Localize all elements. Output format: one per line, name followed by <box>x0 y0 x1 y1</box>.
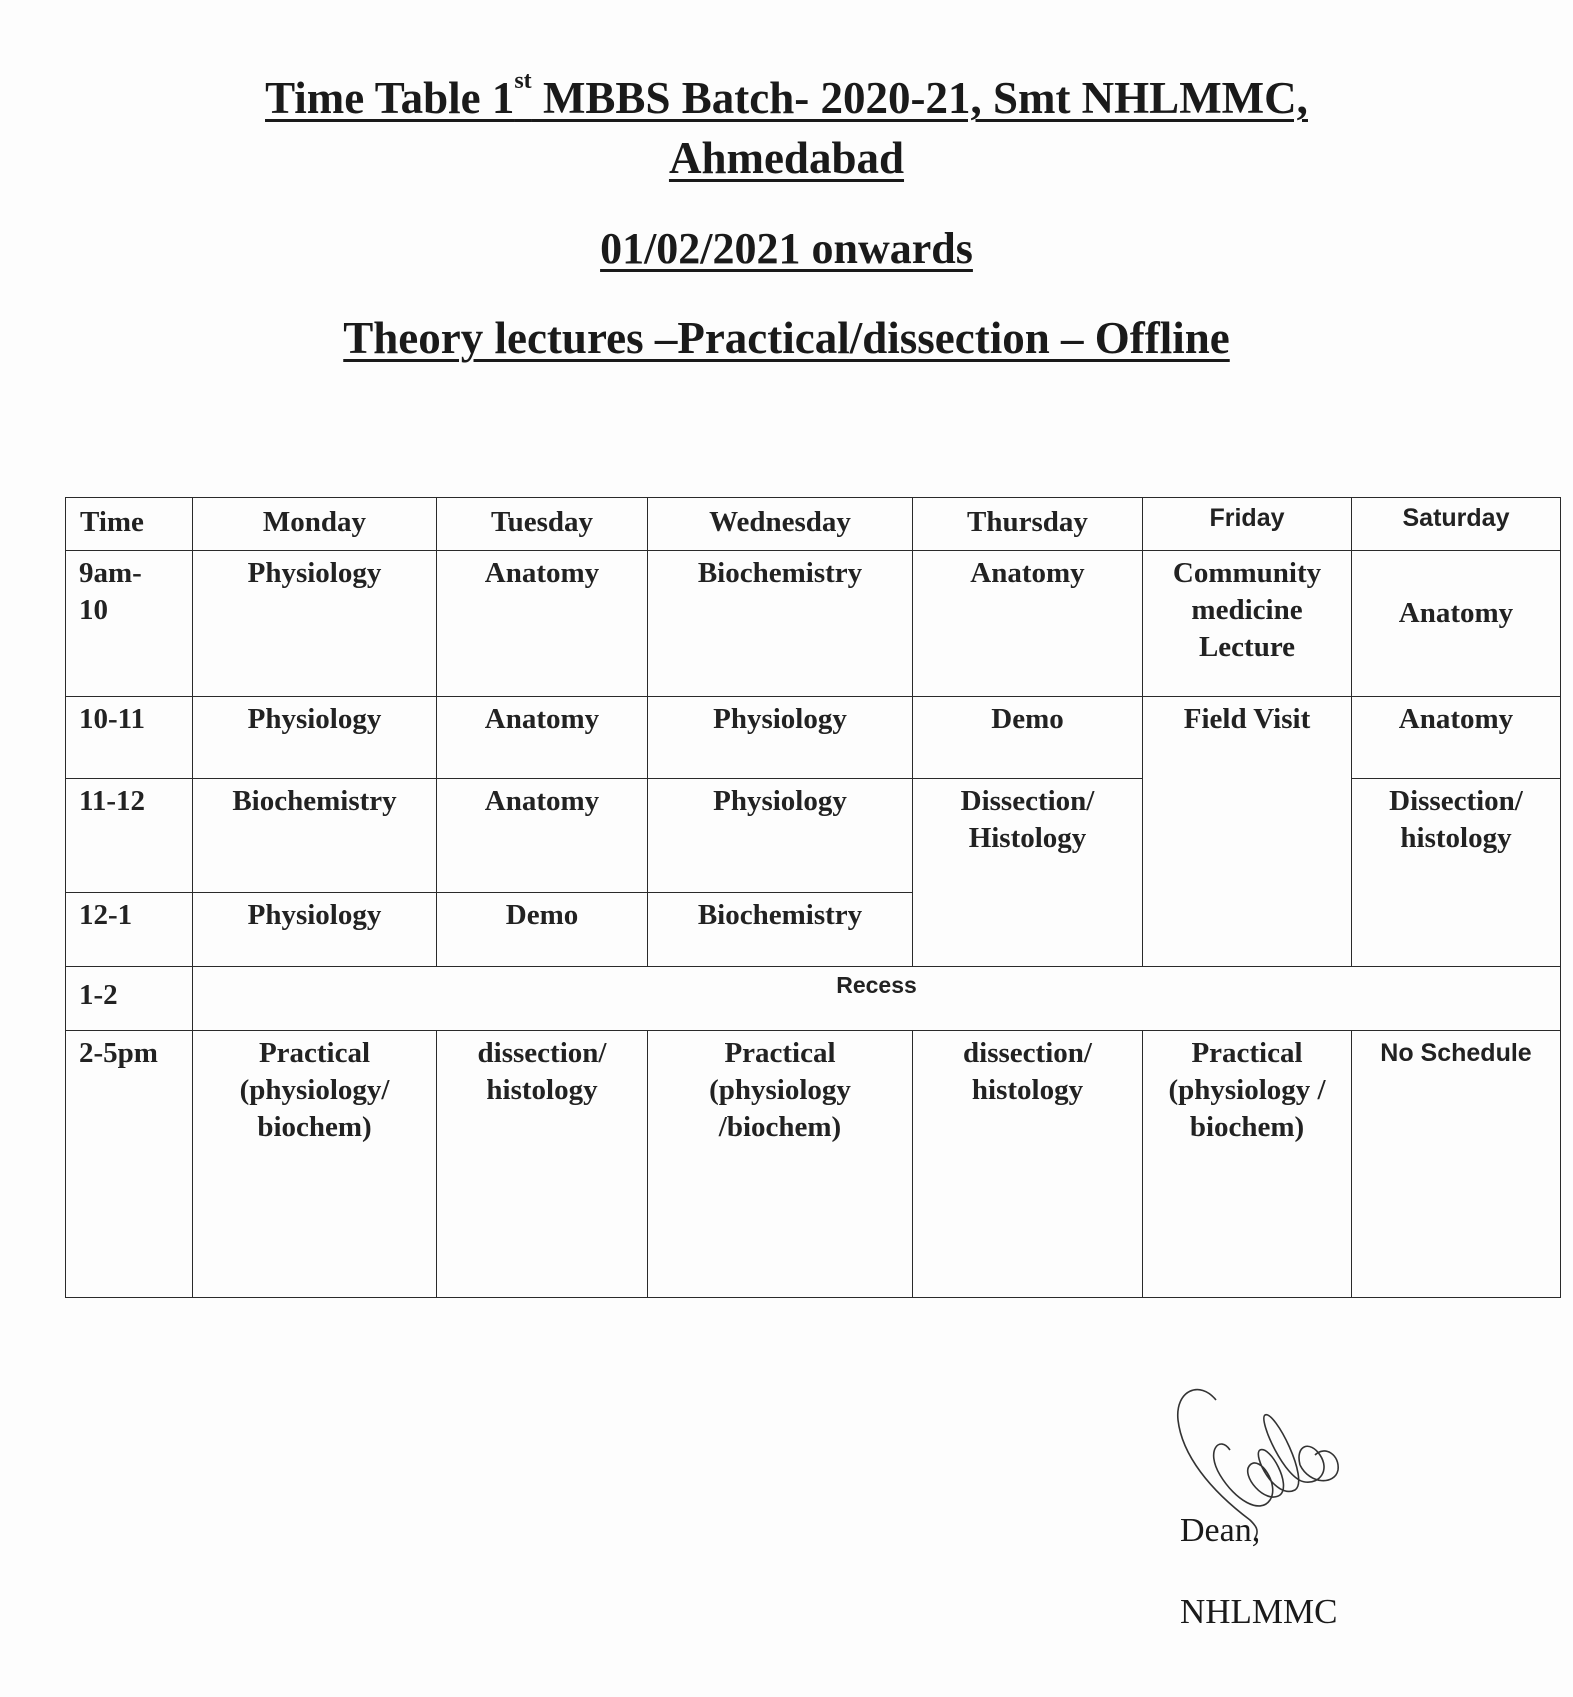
table-cell: dissection/ histology <box>963 1037 1092 1106</box>
table-cell: Anatomy <box>484 785 600 817</box>
table-cell: dissection/ histology <box>477 1037 607 1106</box>
table-cell: Demo <box>505 899 579 931</box>
time-slot: 11-12 <box>66 779 193 893</box>
table-cell: Anatomy <box>484 703 600 735</box>
column-header-time: Time <box>66 498 193 551</box>
table-row <box>66 697 1561 779</box>
schedule-mode-text: Theory lectures –Practical/dissection – Offline <box>343 313 1230 363</box>
schedule-mode <box>0 312 1573 364</box>
table-cell: Community medicine Lecture <box>1172 557 1322 663</box>
title-text-rest: MBBS Batch- 2020-21, Smt NHLMMC, <box>531 73 1308 123</box>
table-cell: No Schedule <box>1380 1039 1532 1067</box>
recess-label: Recess <box>193 967 1561 1031</box>
column-header-monday: Monday <box>193 498 437 551</box>
table-cell: Dissection/ histology <box>1389 785 1523 854</box>
column-header-friday: Friday <box>1143 498 1352 551</box>
column-header-wednesday: Wednesday <box>648 498 913 551</box>
signatory-designation: Dean, <box>1180 1512 1261 1549</box>
table-row <box>66 551 1561 697</box>
signatory-institution: NHLMMC <box>1180 1592 1338 1631</box>
effective-date <box>0 223 1573 274</box>
city-text: Ahmedabad <box>668 133 905 183</box>
document-city <box>0 132 1573 184</box>
time-slot: 10-11 <box>66 697 193 779</box>
table-cell: Biochemistry <box>232 785 397 817</box>
time-slot: 1-2 <box>66 967 193 1031</box>
table-cell: Anatomy <box>1398 597 1514 629</box>
table-cell: Practical (physiology/ biochem) <box>239 1037 390 1143</box>
table-cell: Physiology <box>713 785 847 817</box>
column-header-saturday: Saturday <box>1352 498 1561 551</box>
table-row-recess <box>66 967 1561 1031</box>
column-header-thursday: Thursday <box>913 498 1143 551</box>
table-cell: Dissection/ Histology <box>960 785 1095 854</box>
time-slot: 9am- 10 <box>66 551 193 697</box>
table-cell: Demo <box>991 703 1064 735</box>
header-row <box>66 498 1561 551</box>
table-cell: Physiology <box>713 703 847 735</box>
time-slot: 2-5pm <box>66 1031 193 1298</box>
title-text: Time Table 1 <box>265 73 515 123</box>
table-row <box>66 1031 1561 1298</box>
title-superscript: st <box>514 68 532 94</box>
table-cell: Biochemistry <box>697 899 863 931</box>
table-cell: Physiology <box>247 703 382 735</box>
table-cell: Practical (physiology / biochem) <box>1168 1037 1326 1143</box>
table-cell: Biochemistry <box>697 557 863 589</box>
table-cell: Field Visit <box>1183 703 1311 735</box>
table-cell: Practical (physiology /biochem) <box>709 1037 851 1143</box>
effective-date-text: 01/02/2021 onwards <box>600 224 973 273</box>
column-header-tuesday: Tuesday <box>437 498 648 551</box>
timetable <box>65 497 1561 1298</box>
document-title <box>0 68 1573 124</box>
table-cell: Anatomy <box>970 557 1085 589</box>
table-cell: Anatomy <box>1398 703 1514 735</box>
table-cell: Anatomy <box>484 557 600 589</box>
table-cell: Physiology <box>247 899 382 931</box>
time-slot: 12-1 <box>66 893 193 967</box>
table-cell: Physiology <box>247 557 382 589</box>
